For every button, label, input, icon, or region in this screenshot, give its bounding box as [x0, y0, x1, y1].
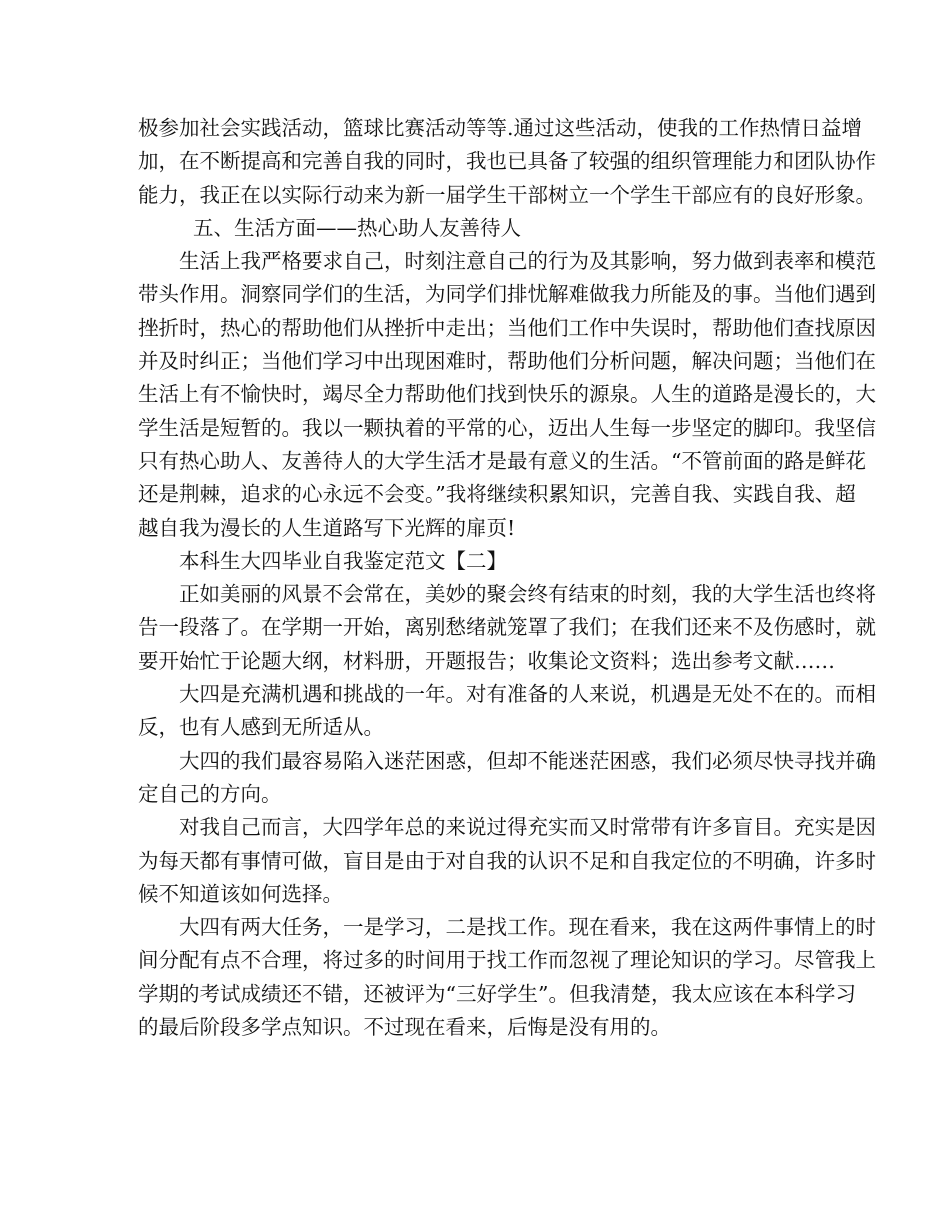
text-line: 并及时纠正；当他们学习中出现困难时，帮助他们分析问题，解决问题；当他们在 — [138, 349, 876, 374]
text-line: 定自己的方向。 — [138, 781, 282, 806]
section-heading: 本科生大四毕业自我鉴定范文【二】 — [179, 548, 507, 573]
text-line: 对我自己而言，大四学年总的来说过得充实而又时常带有许多盲目。充实是因 — [179, 815, 876, 840]
text-line: 要开始忙于论题大纲，材料册，开题报告；收集论文资料；选出参考文献…… — [138, 648, 835, 673]
text-line: 生活上我严格要求自己，时刻注意自己的行为及其影响，努力做到表率和模范 — [179, 249, 876, 274]
text-line: 能力，我正在以实际行动来为新一届学生干部树立一个学生干部应有的良好形象。 — [138, 182, 876, 207]
text-line: 只有热心助人、友善待人的大学生活才是最有意义的生活。“不管前面的路是鲜花 — [138, 448, 866, 473]
text-line: 正如美丽的风景不会常在，美妙的聚会终有结束的时刻，我的大学生活也终将 — [179, 582, 876, 607]
text-line: 学生活是短暂的。我以一颗执着的平常的心，迈出人生每一步坚定的脚印。我坚信 — [138, 415, 876, 440]
text-line: 带头作用。洞察同学们的生活，为同学们排忧解难做我力所能及的事。当他们遇到 — [138, 282, 876, 307]
text-line: 间分配有点不合理，将过多的时间用于找工作而忽视了理论知识的学习。尽管我上 — [138, 948, 876, 973]
text-line: 加，在不断提高和完善自我的同时，我也已具备了较强的组织管理能力和团队协作 — [138, 149, 876, 174]
text-line: 挫折时，热心的帮助他们从挫折中走出；当他们工作中失误时，帮助他们查找原因 — [138, 315, 876, 340]
section-heading: 五、生活方面——热心助人友善待人 — [193, 215, 521, 240]
text-line: 学期的考试成绩还不错，还被评为“三好学生”。但我清楚，我太应该在本科学习 — [138, 981, 856, 1006]
text-line: 反，也有人感到无所适从。 — [138, 715, 384, 740]
text-line: 大四有两大任务，一是学习，二是找工作。现在看来，我在这两件事情上的时 — [179, 915, 876, 940]
text-line: 极参加社会实践活动，篮球比赛活动等等.通过这些活动，使我的工作热情日益增 — [138, 116, 863, 140]
text-line: 越自我为漫长的人生道路写下光辉的扉页! — [138, 515, 516, 540]
text-line: 为每天都有事情可做，盲目是由于对自我的认识不足和自我定位的不明确，许多时 — [138, 848, 876, 873]
text-line: 候不知道该如何选择。 — [138, 881, 343, 906]
text-line: 大四的我们最容易陷入迷茫困惑，但却不能迷茫困惑，我们必须尽快寻找并确 — [179, 748, 876, 773]
text-line: 还是荆棘，追求的心永远不会变。”我将继续积累知识，完善自我、实践自我、超 — [138, 482, 856, 507]
document-body — [138, 112, 876, 1044]
text-line: 生活上有不愉快时，竭尽全力帮助他们找到快乐的源泉。人生的道路是漫长的，大 — [138, 382, 876, 407]
text-line: 大四是充满机遇和挑战的一年。对有准备的人来说，机遇是无处不在的。而相 — [179, 682, 876, 707]
text-line: 告一段落了。在学期一开始，离别愁绪就笼罩了我们；在我们还来不及伤感时，就 — [138, 615, 876, 640]
text-line: 的最后阶段多学点知识。不过现在看来，后悔是没有用的。 — [138, 1015, 671, 1040]
